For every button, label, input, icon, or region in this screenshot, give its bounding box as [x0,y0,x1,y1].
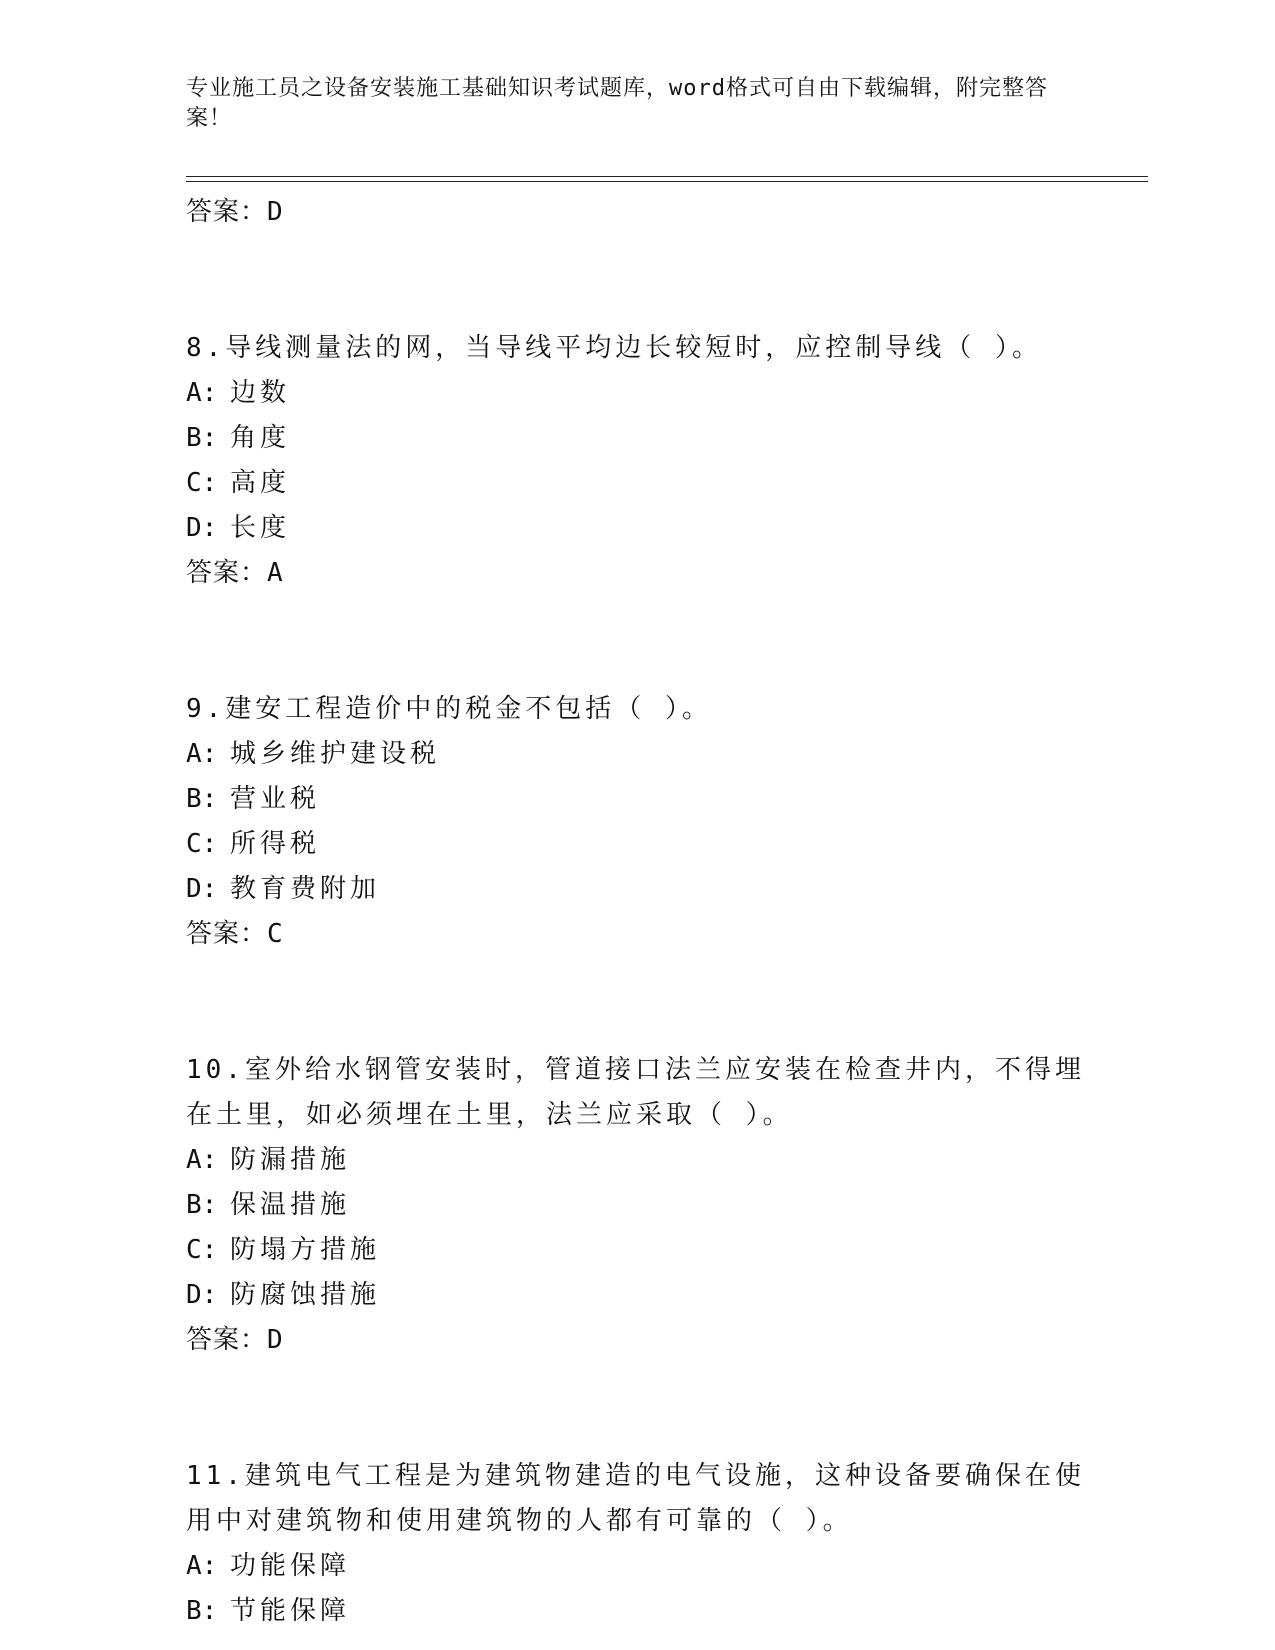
option-b [186,416,1086,461]
option-text: 长度 [230,513,291,543]
option-a [186,732,1086,777]
option-d [186,506,1086,551]
option-text: 功能保障 [230,1551,351,1581]
option-text: 教育费附加 [230,874,381,904]
option-a [186,1544,1086,1589]
option-text: 防塌方措施 [230,1235,381,1265]
option-key: A: [186,739,218,769]
option-key: A: [186,1551,218,1581]
header-divider [186,176,1148,182]
question-text: 11.建筑电气工程是为建筑物建造的电气设施，这种设备要确保在使用中对建筑物和使用建筑物的人都有可靠的（ ）。 [186,1461,1085,1536]
option-key: D: [186,1280,218,1310]
answer-prefix: 答案： [186,1325,268,1355]
option-c [186,461,1086,506]
answer-line [186,551,1086,595]
option-text: 高度 [230,468,291,498]
question-list [186,190,1086,1634]
option-c [186,1228,1086,1273]
option-text: 节能保障 [230,1596,351,1626]
option-d [186,1273,1086,1318]
question-item [186,1454,1086,1634]
option-key: B: [186,1190,218,1220]
question-item [186,687,1086,956]
option-key: D: [186,513,218,543]
answer-line [186,190,1086,234]
option-text: 防腐蚀措施 [230,1280,381,1310]
option-key: D: [186,874,218,904]
option-text: 营业税 [230,784,321,814]
answer-line [186,912,1086,956]
option-key: C: [186,829,218,859]
option-key: B: [186,784,218,814]
page-header: 专业施工员之设备安装施工基础知识考试题库，word格式可自由下载编辑，附完整答案！ [186,76,1048,131]
option-key: B: [186,423,218,453]
question-text: 9.建安工程造价中的税金不包括（ ）。 [186,694,712,724]
option-text: 防漏措施 [230,1145,351,1175]
option-text: 城乡维护建设税 [230,739,441,769]
question-item [186,1048,1086,1362]
option-text: 所得税 [230,829,321,859]
option-b [186,777,1086,822]
option-text: 保温措施 [230,1190,351,1220]
question-text: 8.导线测量法的网，当导线平均边长较短时，应控制导线（ ）。 [186,333,1042,363]
question-item [186,326,1086,595]
option-b [186,1183,1086,1228]
option-key: A: [186,378,218,408]
option-text: 边数 [230,378,291,408]
option-b [186,1589,1086,1634]
option-key: C: [186,1235,218,1265]
option-a [186,371,1086,416]
answer-prefix: 答案： [186,197,268,227]
answer-value: A [267,558,284,588]
option-d [186,867,1086,912]
option-text: 角度 [230,423,291,453]
answer-value: D [267,197,284,227]
option-a [186,1138,1086,1183]
option-key: C: [186,468,218,498]
answer-value: C [267,919,284,949]
answer-value: D [267,1325,284,1355]
question-text: 10.室外给水钢管安装时，管道接口法兰应安装在检查井内，不得埋在土里，如必须埋在土里，法兰应采取（ ）。 [186,1055,1085,1130]
option-c [186,822,1086,867]
answer-prefix: 答案： [186,558,268,588]
answer-line [186,1318,1086,1362]
option-key: B: [186,1596,218,1626]
option-key: A: [186,1145,218,1175]
answer-prefix: 答案： [186,919,268,949]
